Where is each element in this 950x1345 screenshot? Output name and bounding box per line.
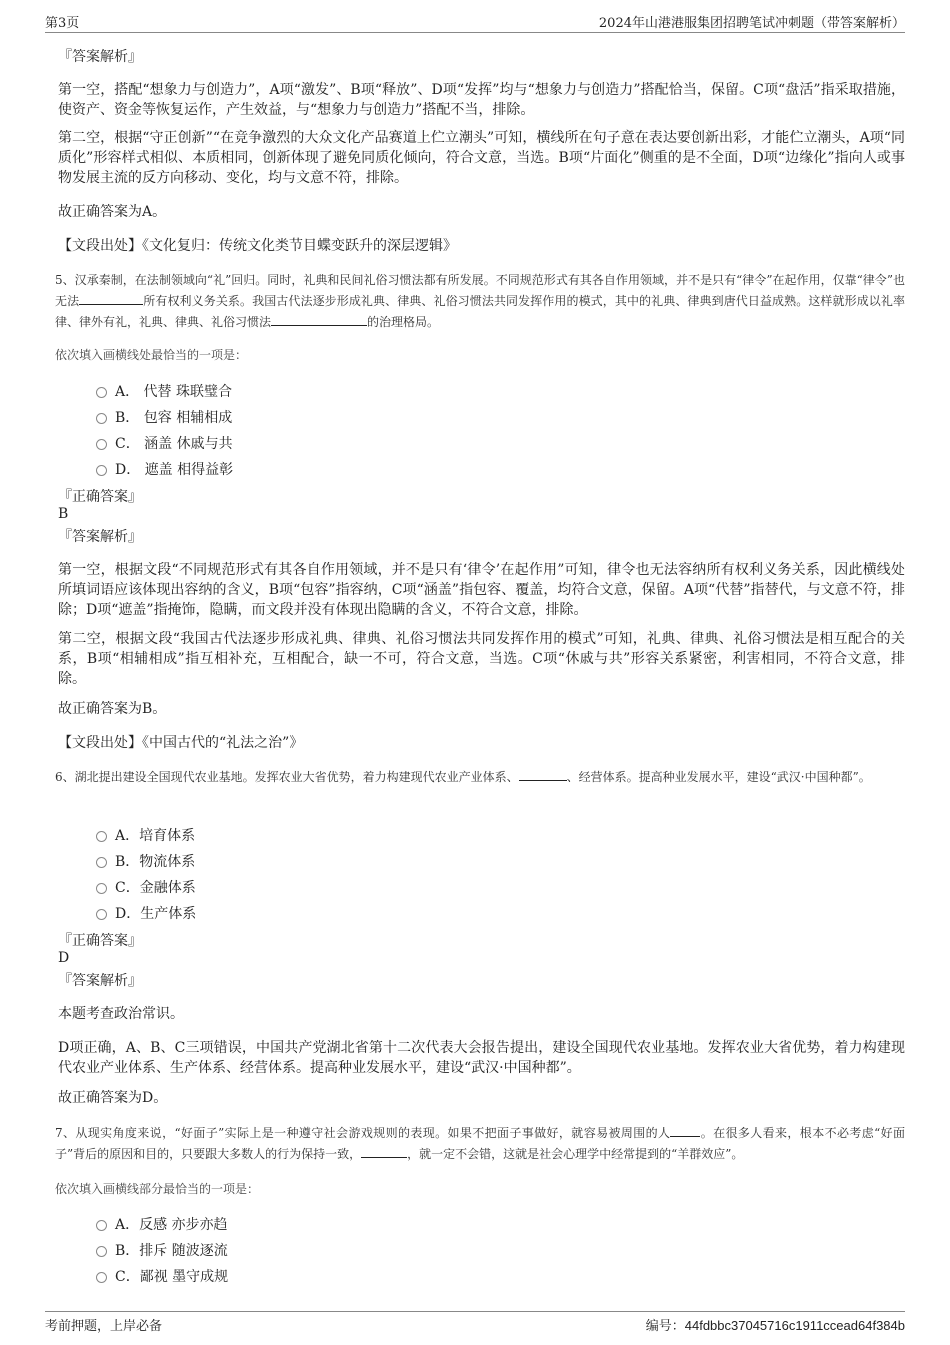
q4-analysis-p1: 第一空，搭配“想象力与创造力”，A项“激发”、B项“释放”、D项“发挥”均与“想象力与创造力”搭配恰当，保留。C项“盘活”指采取措施，使资产、资金等恢复运作，产生效益，与“想象力与创造力”搭配不当，排除。 xyxy=(58,82,905,118)
radio-icon[interactable] xyxy=(96,439,107,450)
page-number: 第3页 xyxy=(45,16,80,31)
footer-code-value: 44fdbbc37045716c1911ccead64f384b xyxy=(684,1318,905,1333)
q5-analysis-label: 『答案解析』 xyxy=(58,529,142,545)
q5-option-a[interactable] xyxy=(96,381,232,401)
q6-option-a[interactable] xyxy=(96,825,195,845)
radio-icon[interactable] xyxy=(96,909,107,920)
q7-option-c[interactable] xyxy=(96,1266,228,1286)
q6-blank xyxy=(519,768,567,781)
q6-option-a-label: A．培育体系 xyxy=(115,828,196,844)
radio-icon[interactable] xyxy=(96,831,107,842)
radio-icon[interactable] xyxy=(96,413,107,424)
radio-icon[interactable] xyxy=(96,1220,107,1231)
q5-option-b-label: B． 包容 相辅相成 xyxy=(115,410,233,426)
q5-option-a-label: A． 代替 珠联璧合 xyxy=(115,384,233,400)
q5-option-c-label: C． 涵盖 休戚与共 xyxy=(115,436,233,452)
radio-icon[interactable] xyxy=(96,883,107,894)
q5-stem xyxy=(55,270,905,333)
q5-prompt: 依次填入画横线处最恰当的一项是： xyxy=(55,348,248,362)
q6-option-c-label: C．金融体系 xyxy=(115,880,196,896)
q6-option-b[interactable] xyxy=(96,851,195,871)
q6-correct-label: 『正确答案』 xyxy=(58,933,142,949)
q5-answer: B xyxy=(58,506,69,522)
q6-option-b-label: B．物流体系 xyxy=(115,854,196,870)
q5-stem-part-c: 的治理格局。 xyxy=(367,315,440,329)
footer-code xyxy=(646,1315,905,1335)
q5-conclusion: 故正确答案为B。 xyxy=(58,701,167,717)
q7-option-b-label: B．排斥 随波逐流 xyxy=(115,1243,228,1259)
radio-icon[interactable] xyxy=(96,1246,107,1257)
q5-blank-1 xyxy=(79,292,143,305)
q5-analysis-p1: 第一空，根据文段“不同规范形式有其各自作用领域，并不是只有‘律令’在起作用”可知，律令也无法容纳所有权利义务关系，因此横线处所填词语应该体现出容纳的含义，B项“包容”指容纳，C项“涵盖”指包容、覆盖，均符合文意，保留。A项“代替”指替代，与文意不符，排除；D项“遮盖”指掩饰，隐瞒，而文段并没有体现出隐瞒的含义，不符合文意，排除。 xyxy=(58,562,905,618)
q5-stem-part-a: 5、汉承秦制，在法制领域向“礼”回归。同时，礼典和民间礼俗习惯法都有所发展。不同规范形式有其各自作用领域，并不是只有“律令”在起作用，仅靠“律令”也无法 xyxy=(55,273,905,308)
q7-option-c-label: C．鄙视 墨守成规 xyxy=(115,1269,229,1285)
q6-answer: D xyxy=(58,950,70,966)
q7-stem-part-b: 。在很多人看来，根本不必考虑“好面子”背后的原因和目的，只要跟大多数人的行为保持一致， xyxy=(55,1126,905,1161)
q7-blank-1 xyxy=(670,1124,700,1137)
q6-stem-part-a: 6、湖北提出建设全国现代农业基地。发挥农业大省优势，着力构建现代农业产业体系、 xyxy=(55,770,519,784)
q5-source: 【文段出处】《中国古代的“礼法之治”》 xyxy=(58,735,304,751)
q7-option-a-label: A．反感 亦步亦趋 xyxy=(115,1217,228,1233)
radio-icon[interactable] xyxy=(96,465,107,476)
q4-analysis-label: 『答案解析』 xyxy=(58,49,142,65)
q6-option-d-label: D．生产体系 xyxy=(115,906,197,922)
q6-conclusion: 故正确答案为D。 xyxy=(58,1090,168,1106)
q4-source: 【文段出处】《文化复归：传统文化类节目蝶变跃升的深层逻辑》 xyxy=(58,238,457,254)
q5-option-d-label: D． 遮盖 相得益彰 xyxy=(115,462,234,478)
q6-analysis-label: 『答案解析』 xyxy=(58,973,142,989)
radio-icon[interactable] xyxy=(96,857,107,868)
q6-option-c[interactable] xyxy=(96,877,196,897)
q6-stem xyxy=(55,767,905,788)
page-footer xyxy=(45,1311,905,1335)
q6-option-d[interactable] xyxy=(96,903,196,923)
q5-option-b[interactable] xyxy=(96,407,232,427)
page-header xyxy=(45,12,905,33)
footer-code-label: 编号： xyxy=(645,1319,685,1334)
q5-option-d[interactable] xyxy=(96,459,233,479)
q5-blank-2 xyxy=(271,313,367,326)
radio-icon[interactable] xyxy=(96,387,107,398)
q4-conclusion: 故正确答案为A。 xyxy=(58,204,167,220)
q7-stem-part-c: ，就一定不会错，这就是社会心理学中经常提到的“羊群效应”。 xyxy=(407,1147,744,1161)
q6-analysis-p0: 本题考查政治常识。 xyxy=(58,1006,184,1022)
radio-icon[interactable] xyxy=(96,1272,107,1283)
q7-prompt: 依次填入画横线部分最恰当的一项是： xyxy=(55,1182,260,1196)
q6-analysis-p1: D项正确，A、B、C三项错误，中国共产党湖北省第十二次代表大会报告提出，建设全国现代农业基地。发挥农业大省优势，着力构建现代农业产业体系、生产体系、经营体系。提高种业发展水平，建设“武汉·中国种都”。 xyxy=(58,1040,905,1076)
footer-slogan: 考前押题，上岸必备 xyxy=(45,1319,163,1334)
q7-stem-part-a: 7、从现实角度来说，“好面子”实际上是一种遵守社会游戏规则的表现。如果不把面子事做好，就容易被周围的人 xyxy=(55,1126,671,1140)
document-title: 2024年山港港服集团招聘笔试冲刺题（带答案解析） xyxy=(598,16,905,31)
q4-analysis-p2: 第二空，根据“守正创新”“在竞争激烈的大众文化产品赛道上伫立潮头”可知，横线所在句子意在表达要创新出彩，才能伫立潮头，A项“同质化”形容样式相似、本质相同，创新体现了避免同质化倾向，符合文意，当选。B项“片面化”侧重的是不全面，D项“边缘化”指向人或事物发展主流的反方向移动、变化，均与文意不符，排除。 xyxy=(58,130,905,186)
q5-stem-part-b: 所有权利义务关系。我国古代法逐步形成礼典、律典、礼俗习惯法共同发挥作用的模式，其中的礼典、律典到唐代日益成熟。这样就形成以礼率律、律外有礼，礼典、律典、礼俗习惯法 xyxy=(55,294,905,329)
q7-option-a[interactable] xyxy=(96,1214,228,1234)
q5-analysis-p2: 第二空，根据文段“我国古代法逐步形成礼典、律典、礼俗习惯法共同发挥作用的模式”可知，礼典、律典、礼俗习惯法是相互配合的关系，B项“相辅相成”指互相补充，互相配合，缺一不可，符合文意，当选。C项“休戚与共”形容关系紧密，利害相同，不符合文意，排除。 xyxy=(58,631,905,687)
q5-option-c[interactable] xyxy=(96,433,233,453)
q6-stem-part-b: 、经营体系。提高种业发展水平，建设“武汉·中国种都”。 xyxy=(566,770,871,784)
q5-correct-label: 『正确答案』 xyxy=(58,489,142,505)
q7-option-b[interactable] xyxy=(96,1240,228,1260)
q7-stem xyxy=(55,1123,905,1165)
q7-blank-2 xyxy=(361,1145,407,1158)
